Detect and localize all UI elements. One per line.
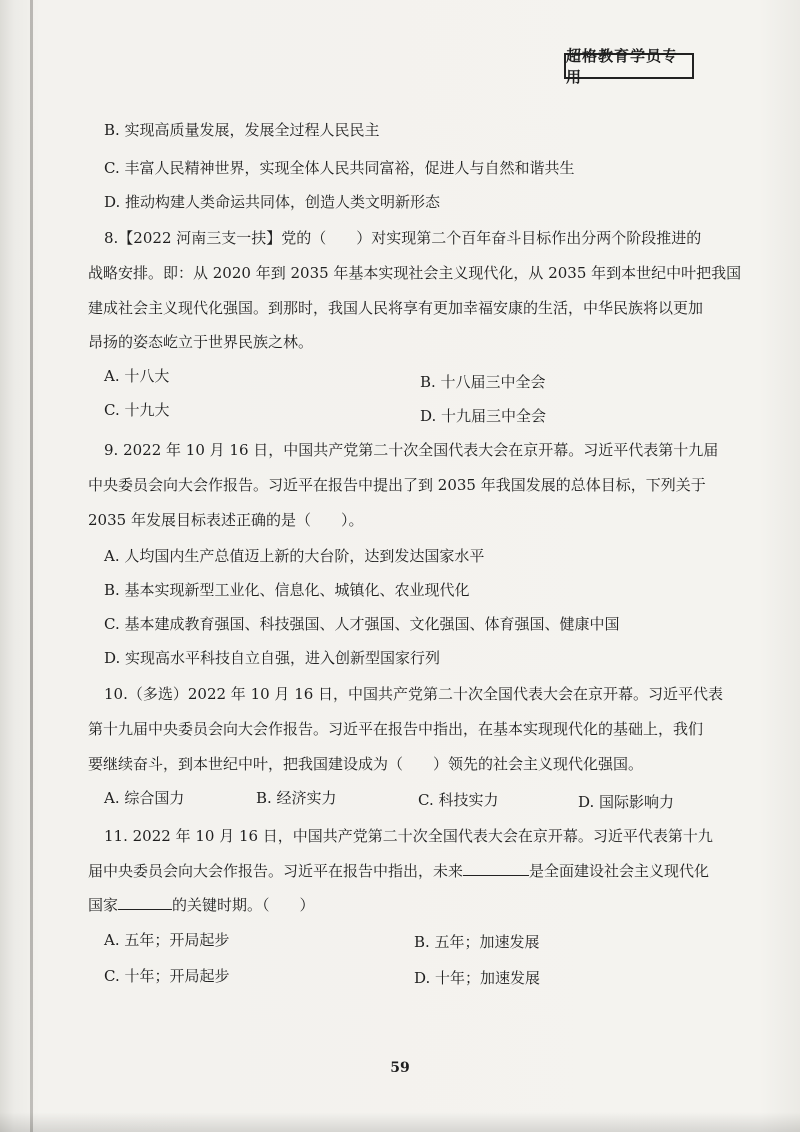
q10-stem-line: 10.（多选）2022 年 10 月 16 日，中国共产党第二十次全国代表大会在京开幕。习近平代表 [104,685,724,703]
watermark-stamp: 超格教育学员专用 [564,53,694,79]
q8-option-a: A. 十八大 [104,367,170,385]
q7-option-d: D. 推动构建人类命运共同体，创造人类文明新形态 [104,193,441,211]
q11-option-a: A. 五年；开局起步 [104,931,230,949]
page-number: 59 [390,1060,410,1076]
fill-in-blank [118,895,172,910]
q7-option-c: C. 丰富人民精神世界，实现全体人民共同富裕，促进人与自然和谐共生 [104,159,575,177]
q10-stem-line: 第十九届中央委员会向大会作报告。习近平在报告中指出，在基本实现现代化的基础上，我们 [88,720,704,738]
q9-option-a: A. 人均国内生产总值迈上新的大台阶，达到发达国家水平 [104,547,485,565]
q11-stem-text: 届中央委员会向大会作报告。习近平在报告中指出，未来 [88,862,464,880]
q11-stem-line-2 [88,861,709,881]
q11-option-d: D. 十年；加速发展 [414,969,541,987]
q11-option-c: C. 十年；开局起步 [104,967,230,985]
q10-option-b: B. 经济实力 [256,789,337,807]
q8-stem-line: 8.【2022 河南三支一扶】党的（ ）对实现第二个百年奋斗目标作出分两个阶段推进的 [104,229,702,247]
q8-stem-line: 建成社会主义现代化强国。到那时，我国人民将享有更加幸福安康的生活，中华民族将以更加 [88,299,704,317]
q8-stem-line: 昂扬的姿态屹立于世界民族之林。 [88,333,314,351]
q9-stem-line: 中央委员会向大会作报告。习近平在报告中提出了到 2035 年我国发展的总体目标，下列关于 [88,476,706,494]
q11-stem-text: 国家 [88,896,119,914]
q8-option-d: D. 十九届三中全会 [420,407,547,425]
q9-option-c: C. 基本建成教育强国、科技强国、人才强国、文化强国、体育强国、健康中国 [104,615,620,633]
q9-stem-line: 9. 2022 年 10 月 16 日，中国共产党第二十次全国代表大会在京开幕。习近平代表第十九届 [104,441,719,459]
q10-stem-line: 要继续奋斗，到本世纪中叶，把我国建设成为（ ）领先的社会主义现代化强国。 [88,755,644,773]
q11-stem-line-3 [88,895,315,915]
q11-stem-text: 的关键时期。（ ） [172,896,315,914]
q11-option-b: B. 五年；加速发展 [414,933,540,951]
scan-shadow [0,1112,800,1132]
q10-option-c: C. 科技实力 [418,791,499,809]
q9-option-d: D. 实现高水平科技自立自强，进入创新型国家行列 [104,649,441,667]
q7-option-b: B. 实现高质量发展，发展全过程人民民主 [104,121,380,139]
q10-option-a: A. 综合国力 [104,789,185,807]
q11-stem-line: 11. 2022 年 10 月 16 日，中国共产党第二十次全国代表大会在京开幕。习近平代表第十九 [104,827,713,845]
q9-stem-line: 2035 年发展目标表述正确的是（ ）。 [88,511,364,529]
q11-stem-text: 是全面建设社会主义现代化 [529,862,710,880]
q9-option-b: B. 基本实现新型工业化、信息化、城镇化、农业现代化 [104,581,470,599]
q8-option-b: B. 十八届三中全会 [420,373,546,391]
q8-option-c: C. 十九大 [104,401,170,419]
q8-stem-line: 战略安排。即：从 2020 年到 2035 年基本实现社会主义现代化，从 2035 年到本世纪中叶把我国 [88,264,742,282]
binding-edge [30,0,33,1132]
fill-in-blank [463,861,529,876]
q10-option-d: D. 国际影响力 [578,793,675,811]
